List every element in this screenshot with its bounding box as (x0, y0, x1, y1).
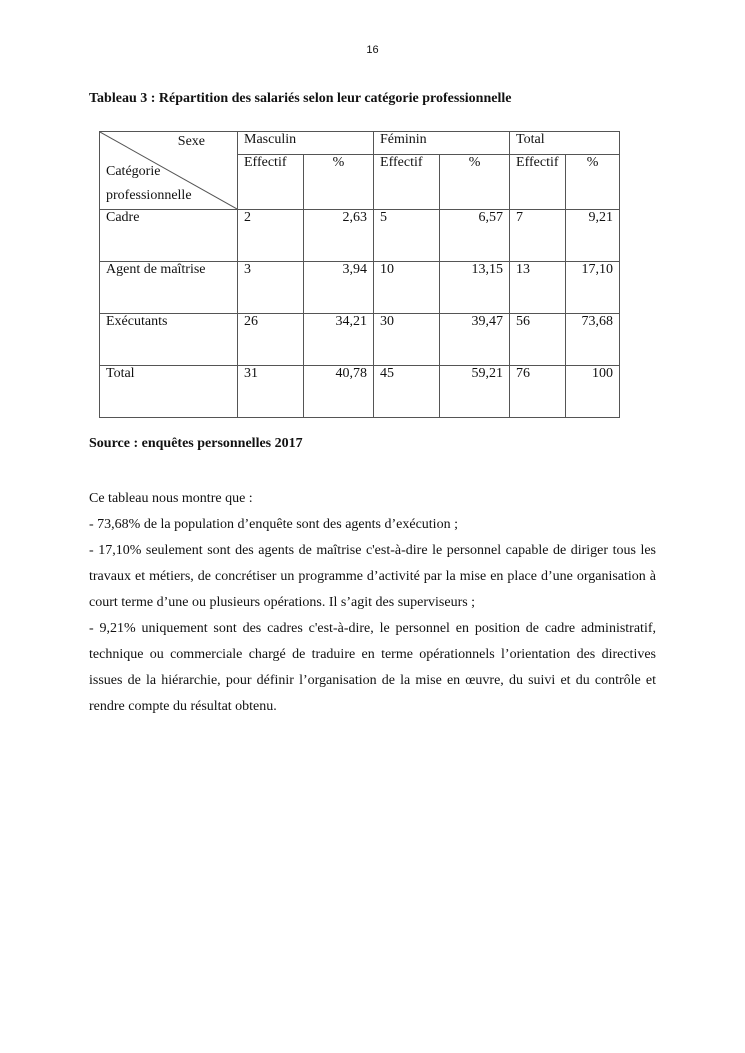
cell-effectif: 45 (374, 366, 440, 418)
statistics-table-container (99, 131, 619, 411)
paragraph-agents-maitrise: - 17,10% seulement sont des agents de maîtrise c'est-à-dire le personnel capable de diriger tous les travaux et métiers, de concrétiser un programme d’activité par la mise en place d’une organisation à court terme d’une ou plusieurs opérations. Il s’agit des superviseurs ; (89, 543, 656, 610)
cell-percent: 9,21 (566, 210, 620, 262)
cell-percent: 59,21 (440, 366, 510, 418)
cell-effectif: 10 (374, 262, 440, 314)
cell-effectif: 7 (510, 210, 566, 262)
row-label: Cadre (100, 210, 238, 262)
paragraph-cadres: - 9,21% uniquement sont des cadres c'est-à-dire, le personnel en position de cadre administratif, technique ou commerciale chargé de traduire en terme opérationnels l’orientation des directives issues de la hiérarchie, pour définir l’organisation de la mise en œuvre, du suivi et du contrôle et rendre compte du résultat obtenu. (89, 621, 656, 714)
table-row-cadre (100, 210, 620, 262)
subheader-effectif: Effectif (374, 155, 440, 210)
cell-effectif: 30 (374, 314, 440, 366)
corner-sexe-label: Sexe (177, 134, 205, 149)
table-header-row (100, 132, 620, 155)
cell-effectif: 26 (238, 314, 304, 366)
subheader-effectif: Effectif (510, 155, 566, 210)
cell-effectif: 76 (510, 366, 566, 418)
cell-effectif: 13 (510, 262, 566, 314)
cell-percent: 2,63 (304, 210, 374, 262)
cell-percent: 13,15 (440, 262, 510, 314)
paragraph-intro: Ce tableau nous montre que : (89, 491, 253, 506)
subheader-percent: % (440, 155, 510, 210)
cell-percent: 17,10 (566, 262, 620, 314)
cell-percent: 73,68 (566, 314, 620, 366)
page-number: 16 (366, 44, 379, 56)
subheader-percent: % (566, 155, 620, 210)
cell-percent: 39,47 (440, 314, 510, 366)
table-corner-cell (100, 132, 238, 210)
table-row-agent-de-maitrise (100, 262, 620, 314)
corner-category-label: Catégorie professionnelle (106, 164, 192, 203)
cell-effectif: 56 (510, 314, 566, 366)
cell-percent: 34,21 (304, 314, 374, 366)
cell-percent: 100 (566, 366, 620, 418)
cell-percent: 6,57 (440, 210, 510, 262)
group-header-total: Total (510, 132, 620, 155)
commentary-text (89, 486, 656, 720)
subheader-percent: % (304, 155, 374, 210)
cell-percent: 3,94 (304, 262, 374, 314)
row-label: Exécutants (100, 314, 238, 366)
group-header-feminin: Féminin (374, 132, 510, 155)
paragraph-executants: - 73,68% de la population d’enquête sont des agents d’exécution ; (89, 517, 458, 532)
table-title: Tableau 3 : Répartition des salariés selon leur catégorie professionnelle (89, 91, 512, 106)
statistics-table (99, 131, 620, 418)
subheader-effectif: Effectif (238, 155, 304, 210)
cell-effectif: 5 (374, 210, 440, 262)
group-header-masculin: Masculin (238, 132, 374, 155)
cell-effectif: 2 (238, 210, 304, 262)
row-label: Total (100, 366, 238, 418)
cell-percent: 40,78 (304, 366, 374, 418)
table-source: Source : enquêtes personnelles 2017 (89, 436, 303, 451)
table-row-executants (100, 314, 620, 366)
cell-effectif: 3 (238, 262, 304, 314)
cell-effectif: 31 (238, 366, 304, 418)
table-row-total (100, 366, 620, 418)
row-label: Agent de maîtrise (100, 262, 238, 314)
